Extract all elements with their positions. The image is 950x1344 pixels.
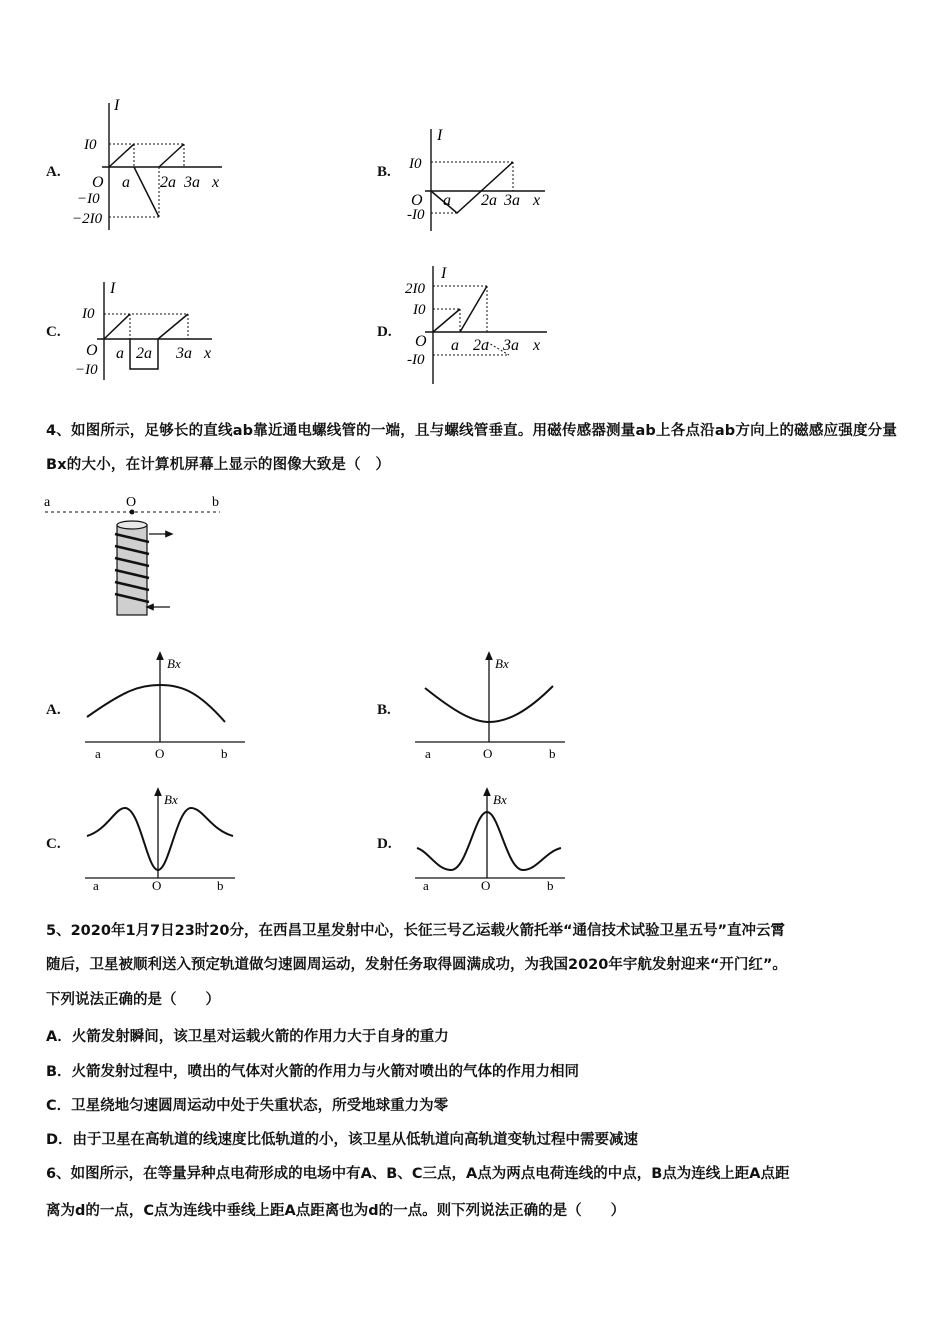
y-axis-label: Bx [164,792,178,807]
tick-3a: 3a [176,345,192,362]
origin-label: O [411,192,423,209]
tick-2i0: 2I0 [405,281,425,297]
tick-neg-i0: −I0 [75,362,98,378]
solenoid [115,521,170,615]
q3-graph-a [72,95,232,235]
q4-option-a-label: A. [46,702,61,718]
tick-i0: I0 [82,306,95,322]
q4-stem: 4、如图所示，足够长的直线ab靠近通电螺线管的一端，且与螺线管垂直。用磁传感器测量ab上各点沿ab方向上的磁感应强度分量Bx的大小，在计算机屏幕上显示的图像大致是（ ） [46,423,898,473]
q5-choice-c: C．卫星绕地匀速圆周运动中处于失重状态，所受地球重力为零 [46,1098,449,1114]
q4-graph-b [415,650,575,765]
tick-a: a [116,345,124,362]
tick-2a: 2a [481,192,497,209]
q3-graph-c [72,278,222,383]
q5-stem-line1: 5、2020年1月7日23时20分，在西昌卫星发射中心，长征三号乙运载火箭托举“通信技术试验卫星五号”直冲云霄 [46,923,786,939]
q4-graph-c [85,786,245,901]
tick-b: b [547,878,554,893]
point-o [130,510,135,515]
tick-a: a [93,878,99,893]
y-axis-label: I [114,97,120,114]
q3-option-b-label: B. [377,164,391,180]
q5-choice-d: D．由于卫星在高轨道的线速度比低轨道的小，该卫星从低轨道向高轨道变轨过程中需要减速 [46,1132,639,1148]
tick-b: b [549,746,556,761]
tick-b: b [217,878,224,893]
y-axis-label: I [441,265,447,282]
bx-curve [417,812,561,870]
q6-stem-line1: 6、如图所示，在等量异种点电荷形成的电场中有A、B、C三点，A点为两点电荷连线的中点，B点为连线上距A点距 [46,1166,790,1182]
label-o: O [126,495,137,510]
bx-curve [87,685,225,722]
tick-o: O [155,746,165,761]
tick-a: a [122,174,130,191]
tick-o: O [481,878,491,893]
tick-o: O [152,878,162,893]
origin-label: O [415,333,427,350]
q4-solenoid-figure [40,490,230,620]
q3-option-c-label: C. [46,324,61,340]
tick-neg-2i0: −2I0 [72,211,103,227]
y-axis-label: Bx [493,792,507,807]
tick-a: a [425,746,431,761]
x-axis-label: x [533,337,541,354]
tick-3a: 3a [184,174,200,191]
q5-choice-a: A．火箭发射瞬间，该卫星对运载火箭的作用力大于自身的重力 [46,1029,449,1045]
tick-2a: 2a [160,174,176,191]
tick-neg-i0: -I0 [407,207,425,223]
tick-2a: 2a [136,345,152,362]
tick-a: a [451,337,459,354]
tick-a: a [423,878,429,893]
tick-a: a [95,746,101,761]
q3-option-a-label: A. [46,164,61,180]
q5-stem-line3: 下列说法正确的是（ ） [46,992,220,1008]
q5-choice-b: B．火箭发射过程中，喷出的气体对火箭的作用力与火箭对喷出的气体的作用力相同 [46,1064,580,1080]
tick-2a: 2a [473,337,489,354]
tick-3a: 3a [504,192,520,209]
tick-i0: I0 [409,156,422,172]
q4-option-d-label: D. [377,836,392,852]
x-axis-label: x [533,192,541,209]
tick-3a: 3a [503,337,519,354]
y-axis-label: Bx [167,656,181,671]
q6-stem-line2: 离为d的一点，C点为连线中垂线上距A点距离也为d的一点。则下列说法正确的是（ ） [46,1203,626,1219]
tick-i0: I0 [84,137,97,153]
q4-graph-d [415,786,575,901]
y-axis-label: Bx [495,656,509,671]
origin-label: O [86,342,98,359]
tick-i0: I0 [413,302,426,318]
tick-a: a [443,192,451,209]
bx-curve [87,808,233,870]
q3-graph-d [405,262,555,387]
y-axis-label: I [110,280,116,297]
y-axis-label: I [437,127,443,144]
q5-stem-line2: 随后，卫星被顺利送入预定轨道做匀速圆周运动，发射任务取得圆满成功，为我国2020年宇航发射迎来“开门红”。 [46,957,787,973]
tick-b: b [221,746,228,761]
label-a: a [44,495,51,510]
label-b: b [212,495,219,510]
x-axis-label: x [204,345,212,362]
tick-o: O [483,746,493,761]
tick-neg-i0: -I0 [407,352,425,368]
q4-option-b-label: B. [377,702,391,718]
q3-option-d-label: D. [377,324,392,340]
origin-label: O [92,174,104,191]
x-axis-label: x [212,174,220,191]
q4-graph-a [85,650,245,765]
q3-graph-b [405,125,555,235]
q4-option-c-label: C. [46,836,61,852]
tick-neg-i0: −I0 [77,191,100,207]
